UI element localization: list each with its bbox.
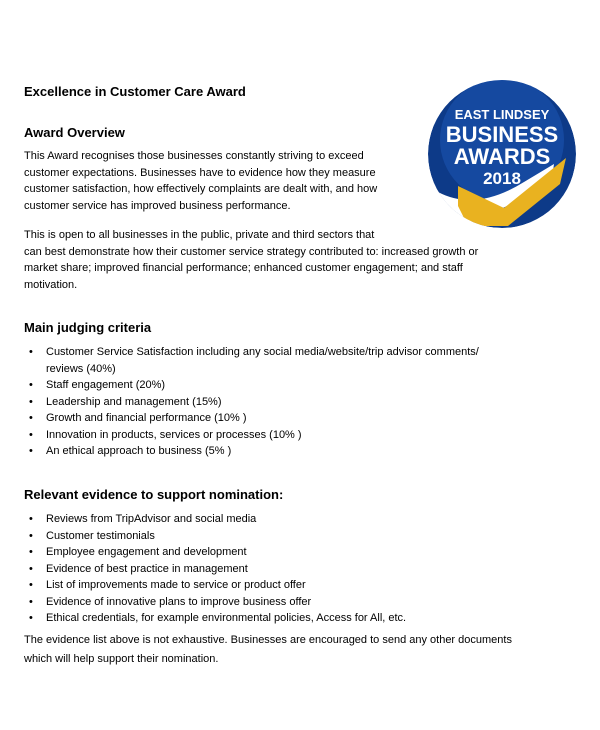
scope-line: This is open to all businesses in the public, private and third sectors that — [24, 229, 375, 241]
logo-line-3: AWARDS — [453, 144, 551, 169]
evidence-item: • Employee engagement and development — [24, 544, 564, 561]
logo-year: 2018 — [483, 169, 521, 188]
criteria-list — [24, 344, 564, 460]
scope-line: can best demonstrate how their customer service strategy contributed to: increased growth or — [24, 245, 479, 258]
overview-line: customer service has improved business performance. — [24, 199, 291, 212]
evidence-list — [24, 511, 564, 627]
logo-line-1: EAST LINDSEY — [454, 107, 550, 122]
closing-line: which will help support their nomination. — [24, 653, 219, 665]
logo-line-2: BUSINESS — [445, 122, 559, 147]
criteria-item — [24, 344, 564, 377]
evidence-item: • Evidence of innovative plans to improve business offer — [24, 594, 564, 611]
overview-heading: Award Overview — [24, 125, 125, 140]
overview-line: customer satisfaction, how effectively complaints are dealt with, and how — [24, 183, 378, 195]
criteria-item-text: reviews (40%) — [46, 362, 116, 375]
document-title: Excellence in Customer Care Award — [24, 84, 246, 99]
overview-line: customer expectations. Businesses have to evidence how they measure — [24, 166, 376, 179]
evidence-item: • Ethical credentials, for example environmental policies, Access for All, etc. — [24, 610, 564, 627]
overview-paragraph — [24, 148, 377, 214]
scope-line: market share; improved financial performance; enhanced customer engagement; and staff — [24, 262, 463, 274]
scope-paragraph — [24, 227, 478, 293]
closing-line: The evidence list above is not exhaustive. Businesses are encouraged to send any other documents — [24, 634, 512, 646]
evidence-item: • Reviews from TripAdvisor and social media — [24, 511, 564, 528]
evidence-heading: Relevant evidence to support nomination: — [24, 487, 284, 502]
criteria-item: • Staff engagement (20%) — [24, 377, 564, 394]
overview-line: This Award recognises those businesses constantly striving to exceed — [24, 150, 364, 162]
criteria-item: • Leadership and management (15%) — [24, 394, 564, 411]
east-lindsey-business-awards-logo — [428, 80, 576, 228]
criteria-item: • An ethical approach to business (5% ) — [24, 443, 564, 460]
criteria-heading: Main judging criteria — [24, 320, 152, 335]
criteria-item: • Growth and financial performance (10% ) — [24, 410, 564, 427]
evidence-item: • Customer testimonials — [24, 528, 564, 545]
closing-paragraph — [24, 631, 512, 669]
criteria-item-text: • Customer Service Satisfaction including any social media/website/trip advisor comments/ — [46, 346, 479, 358]
scope-line: motivation. — [24, 278, 78, 291]
evidence-item: • List of improvements made to service or product offer — [24, 577, 564, 594]
criteria-item: • Innovation in products, services or processes (10% ) — [24, 427, 564, 444]
evidence-item: • Evidence of best practice in management — [24, 561, 564, 578]
